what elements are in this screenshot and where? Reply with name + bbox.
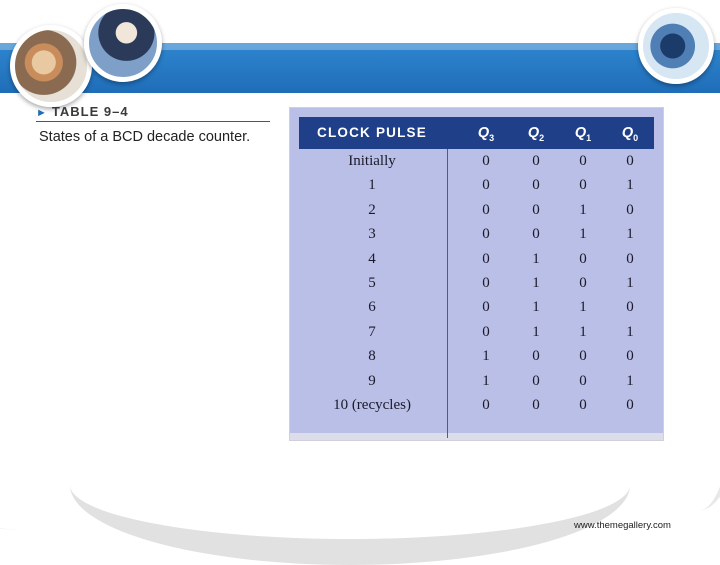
cell-q2: 0 (532, 372, 540, 389)
cell-q1: 0 (579, 177, 587, 194)
cell-q3: 0 (482, 323, 490, 340)
cell-pulse: 10 (recycles) (333, 397, 411, 413)
cell-q0: 1 (626, 372, 634, 389)
cell-q3: 1 (482, 348, 490, 365)
table-row (299, 369, 654, 394)
cell-q0: 1 (626, 177, 634, 194)
header-q0 (606, 117, 654, 149)
cell-q2: 1 (532, 323, 540, 340)
footer-url: www.themegallery.com (574, 520, 671, 531)
cell-q2: 0 (532, 348, 540, 365)
table-row (299, 149, 654, 174)
table-row (299, 222, 654, 247)
header-q2-letter: Q (527, 125, 540, 141)
photo-business-circle (84, 4, 162, 82)
cell-q3: 0 (482, 275, 490, 291)
cell-q3: 1 (482, 372, 490, 389)
table-row (299, 247, 654, 272)
caption-divider (36, 121, 270, 122)
cell-q1: 1 (579, 299, 587, 316)
table-header-row (299, 117, 654, 149)
cell-q0: 1 (626, 226, 634, 243)
header-q2-sub: 2 (539, 132, 545, 143)
cell-q0: 0 (626, 153, 634, 169)
cell-pulse: 8 (368, 348, 376, 365)
cell-q2: 0 (532, 397, 540, 413)
header-clock-pulse: CLOCK PULSE (317, 125, 427, 140)
cell-q3: 0 (482, 177, 490, 194)
cell-q3: 0 (482, 153, 490, 169)
header-q1 (559, 117, 607, 149)
cell-pulse: 5 (368, 275, 376, 291)
photo-people-circle (10, 25, 92, 107)
cell-q2: 0 (532, 226, 540, 243)
cell-pulse: 6 (368, 299, 376, 316)
cell-q1: 0 (579, 275, 587, 291)
caption-label-text: TABLE 9–4 (51, 104, 129, 119)
cell-q1: 1 (579, 201, 587, 218)
cell-q3: 0 (482, 299, 490, 316)
header-q1-sub: 1 (586, 132, 592, 143)
cell-pulse: 7 (368, 323, 376, 340)
cell-q1: 0 (579, 153, 587, 169)
caption-arrow-icon: ► (36, 107, 48, 119)
header-q3 (462, 117, 510, 149)
cell-q0: 0 (626, 299, 634, 316)
header-q0-letter: Q (621, 125, 634, 141)
cell-pulse: Initially (348, 153, 396, 169)
cell-q1: 1 (579, 323, 587, 340)
cell-q1: 0 (579, 250, 587, 267)
cell-q0: 0 (626, 348, 634, 365)
table-row (299, 344, 654, 369)
header-q3-sub: 3 (489, 132, 495, 143)
photo-tech-circle (638, 8, 714, 84)
cell-pulse: 3 (368, 226, 376, 243)
table-row (299, 393, 654, 418)
cell-q0: 0 (626, 397, 634, 413)
cell-q3: 0 (482, 397, 490, 413)
cell-q0: 0 (626, 250, 634, 267)
cell-q2: 0 (532, 153, 540, 169)
cell-q3: 0 (482, 250, 490, 267)
cell-q1: 1 (579, 226, 587, 243)
cell-q1: 0 (579, 397, 587, 413)
cell-q2: 0 (532, 177, 540, 194)
table-caption-subtitle: States of a BCD decade counter. (39, 129, 251, 145)
table-row (299, 320, 654, 345)
cell-pulse: 2 (368, 201, 376, 218)
bcd-counter-table (290, 108, 663, 440)
cell-q1: 0 (579, 348, 587, 365)
table-row (299, 173, 654, 198)
table-row (299, 198, 654, 223)
header-q0-sub: 0 (633, 132, 639, 143)
cell-pulse: 9 (368, 372, 376, 389)
cell-q3: 0 (482, 226, 490, 243)
cell-q1: 0 (579, 372, 587, 389)
header-q3-letter: Q (477, 125, 490, 141)
cell-q2: 0 (532, 201, 540, 218)
cell-q3: 0 (482, 201, 490, 218)
cell-q2: 1 (532, 299, 540, 316)
cell-q2: 1 (532, 275, 540, 291)
cell-q0: 1 (626, 275, 634, 291)
table-body-bg (290, 108, 663, 433)
cell-q0: 1 (626, 323, 634, 340)
table-row (299, 295, 654, 320)
cell-q0: 0 (626, 201, 634, 218)
header-q2 (512, 117, 560, 149)
cell-q2: 1 (532, 250, 540, 267)
table-row (299, 271, 654, 296)
cell-pulse: 1 (368, 177, 376, 194)
cell-pulse: 4 (368, 250, 376, 267)
header-q1-letter: Q (574, 125, 587, 141)
table-caption-label (36, 104, 129, 119)
